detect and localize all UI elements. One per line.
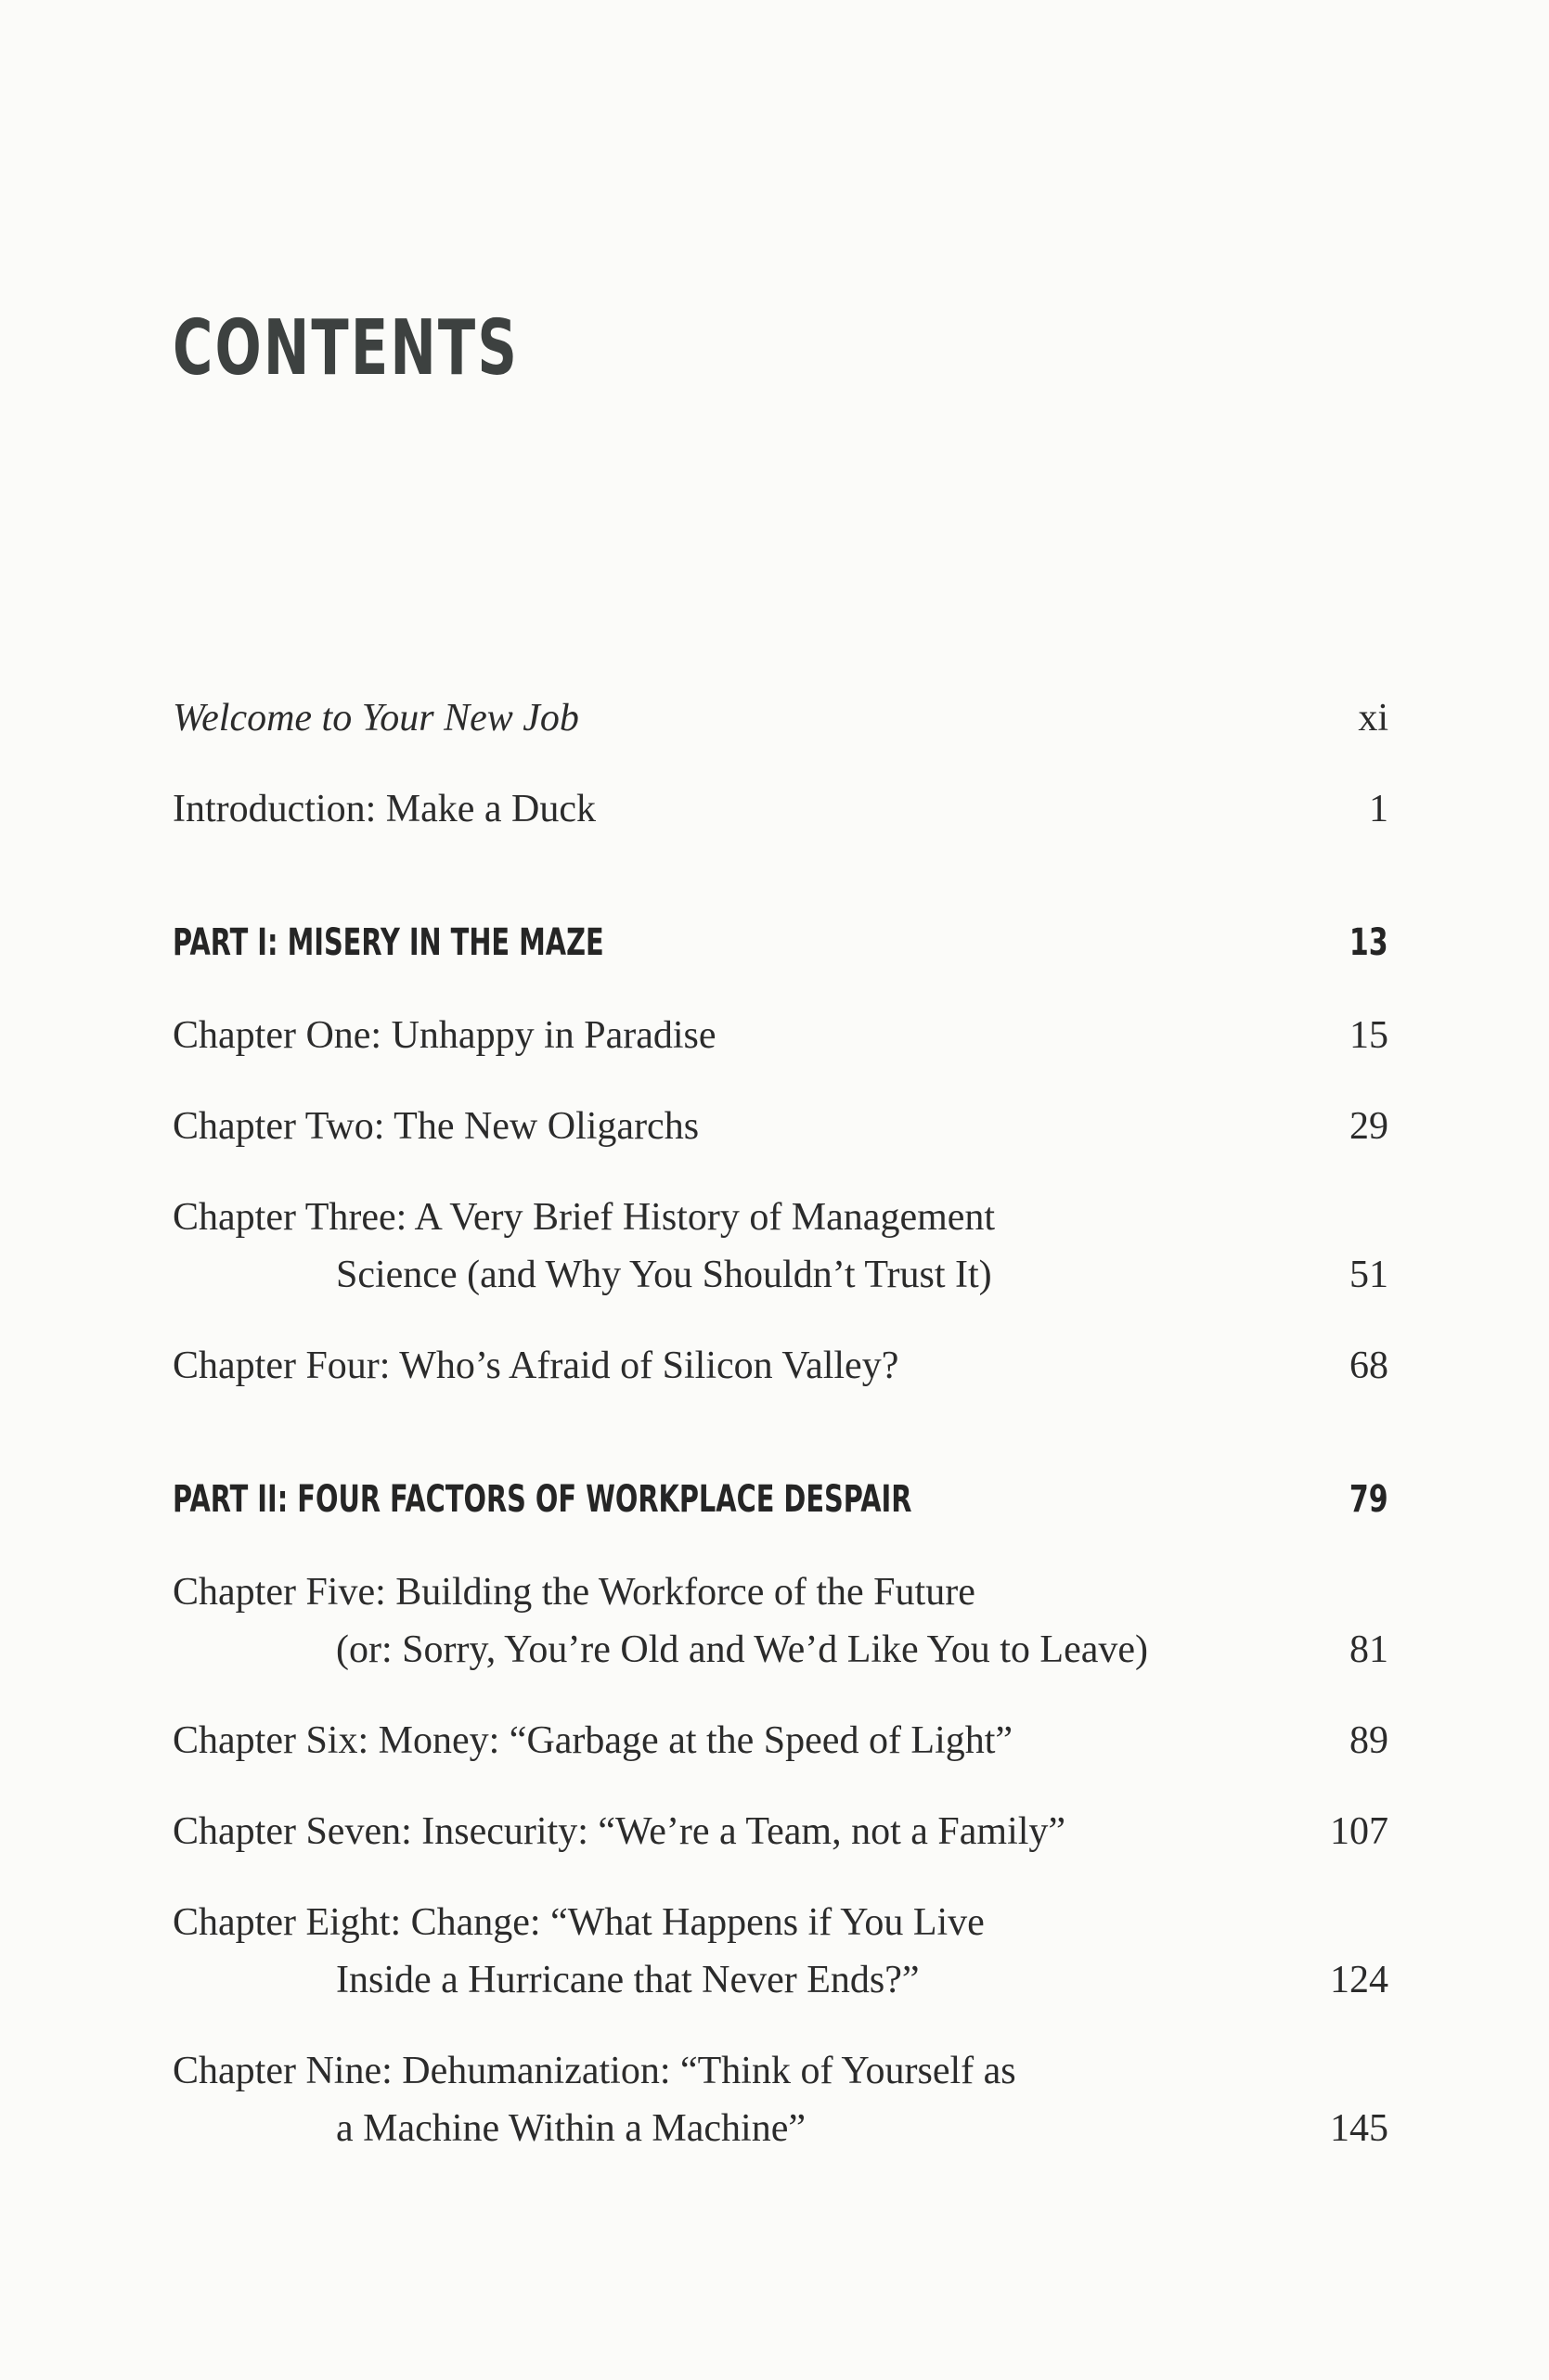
toc-entry-page: 1 <box>1369 788 1388 830</box>
part-page: 13 <box>1349 921 1388 964</box>
toc-entry-page: 145 <box>1330 2107 1388 2150</box>
toc-entry-page: 107 <box>1330 1810 1388 1853</box>
part-title: PART II: FOUR FACTORS OF WORKPLACE DESPAIR <box>173 1478 912 1521</box>
toc-entry-introduction[interactable] <box>173 780 1388 838</box>
contents-heading: CONTENTS <box>173 304 520 392</box>
toc-entry-page: 29 <box>1349 1105 1388 1148</box>
toc-entry-title: Chapter Two: The New Oligarchs <box>173 1105 700 1148</box>
toc-entry-chapter-six[interactable] <box>173 1712 1388 1769</box>
toc-entry-title: Welcome to Your New Job <box>173 697 579 740</box>
toc-entry-page: 124 <box>1330 1959 1388 2001</box>
toc-entry-chapter-one[interactable] <box>173 1007 1388 1064</box>
toc-entry-title: Chapter Seven: Insecurity: “We’re a Team, not a Family” <box>173 1810 1066 1853</box>
toc-entry-title: Chapter Eight: Change: “What Happens if You Live <box>173 1901 985 1944</box>
part-title: PART I: MISERY IN THE MAZE <box>173 921 604 964</box>
part-page: 79 <box>1349 1478 1388 1521</box>
toc-entry-page: xi <box>1358 697 1388 740</box>
toc-entry-page: 51 <box>1349 1254 1388 1296</box>
toc-entry-title: Introduction: Make a Duck <box>173 788 597 830</box>
toc-entry-title: Chapter Five: Building the Workforce of the Future <box>173 1571 975 1614</box>
toc-entry-title-continued: Inside a Hurricane that Never Ends?” <box>336 1959 920 2001</box>
toc-entry-page: 15 <box>1349 1014 1388 1057</box>
toc-entry-chapter-five[interactable] <box>173 1563 1388 1679</box>
toc-entry-chapter-three[interactable] <box>173 1189 1388 1304</box>
toc-part-1[interactable] <box>173 914 1388 971</box>
toc-entry-chapter-two[interactable] <box>173 1098 1388 1155</box>
toc-entry-title-continued: a Machine Within a Machine” <box>336 2107 807 2150</box>
toc-entry-chapter-eight[interactable] <box>173 1894 1388 2009</box>
toc-entry-chapter-four[interactable] <box>173 1337 1388 1395</box>
toc-entry-chapter-nine[interactable] <box>173 2042 1388 2157</box>
toc-entry-title-continued: Science (and Why You Shouldn’t Trust It) <box>336 1254 992 1296</box>
toc-entry-title: Chapter Six: Money: “Garbage at the Speed of Light” <box>173 1719 1013 1762</box>
toc-entry-chapter-seven[interactable] <box>173 1803 1388 1860</box>
toc-entry-title-continued: (or: Sorry, You’re Old and We’d Like You to Leave) <box>336 1628 1148 1671</box>
toc-entry-page: 81 <box>1349 1628 1388 1671</box>
toc-entry-title: Chapter Nine: Dehumanization: “Think of Yourself as <box>173 2050 1016 2092</box>
toc-entry-page: 68 <box>1349 1344 1388 1387</box>
toc-entry-welcome[interactable] <box>173 689 1388 747</box>
toc-entry-title: Chapter Three: A Very Brief History of Management <box>173 1196 996 1239</box>
toc-entry-title: Chapter Four: Who’s Afraid of Silicon Valley? <box>173 1344 899 1387</box>
toc-entry-page: 89 <box>1349 1719 1388 1762</box>
toc-part-2[interactable] <box>173 1471 1388 1528</box>
toc-entry-title: Chapter One: Unhappy in Paradise <box>173 1014 716 1057</box>
